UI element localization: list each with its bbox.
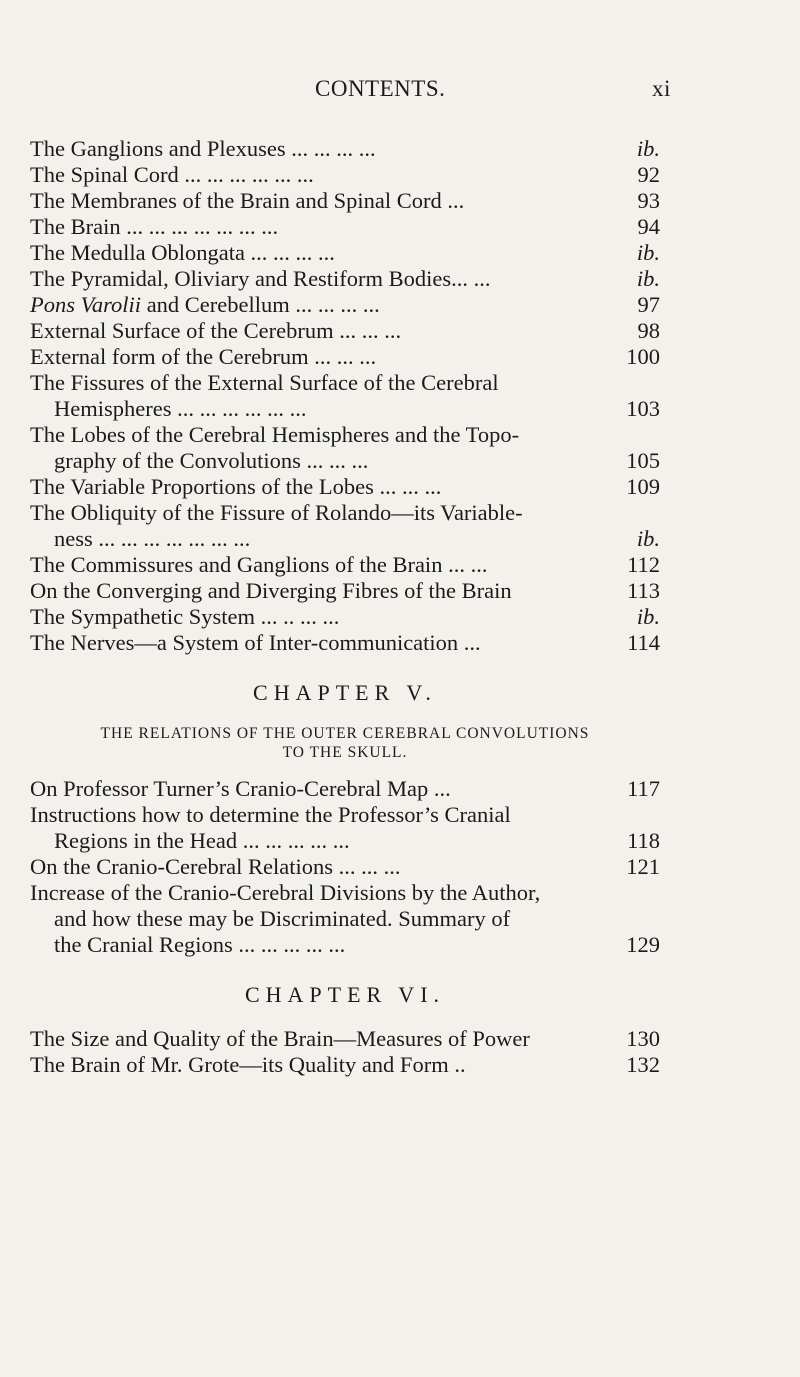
toc-entry-page-number: 117: [627, 776, 660, 801]
toc-entry: [30, 1052, 660, 1078]
toc-entry-line: [30, 344, 660, 370]
toc-entry-line: [30, 1026, 660, 1052]
chapter-5-subtitle-line: TO THE SKULL.: [282, 744, 408, 761]
toc-entry-page-number: ib.: [636, 266, 660, 291]
toc-entry-text: The Variable Proportions of the Lobes ... ... ...: [30, 474, 442, 499]
toc-entry-page-number: ib.: [636, 136, 660, 161]
table-of-contents: [30, 136, 660, 1078]
toc-entry-page-number: 121: [626, 854, 660, 879]
toc-entry-page-number: 132: [626, 1052, 660, 1077]
toc-entry: [30, 578, 660, 604]
toc-entry: [30, 240, 660, 266]
toc-entry-line: [30, 136, 660, 162]
toc-entry-page-number: 112: [627, 552, 660, 577]
chapter-5-heading: CHAPTER V.: [253, 680, 437, 705]
toc-section-chapter-4-continued: [30, 136, 660, 656]
toc-entry-line: [30, 526, 660, 552]
toc-entry-text: On the Converging and Diverging Fibres of the Brain: [30, 578, 512, 603]
toc-entry-page-number: 109: [626, 474, 660, 499]
toc-entry-line: [30, 318, 660, 344]
toc-entry-italic-term: Pons Varolii: [30, 292, 142, 317]
toc-entry-page-number: 98: [637, 318, 660, 343]
toc-entry-page-number: 105: [626, 448, 660, 473]
toc-entry-line: [30, 552, 660, 578]
toc-entry-text: The Brain of Mr. Grote—its Quality and Form ..: [30, 1052, 466, 1077]
toc-entry: [30, 136, 660, 162]
toc-entry: [30, 266, 660, 292]
toc-entry: [30, 880, 660, 958]
toc-entry-line: [30, 448, 660, 474]
toc-entry: [30, 500, 660, 552]
chapter-5-subtitle-line: THE RELATIONS OF THE OUTER CEREBRAL CONVOLUTIONS: [100, 725, 590, 742]
toc-entry-page-number: 94: [637, 214, 660, 239]
toc-entry-line: [30, 292, 660, 318]
chapter-6-heading: CHAPTER VI.: [244, 982, 446, 1007]
toc-entry-page-number: ib.: [636, 240, 660, 265]
toc-entry-line: [30, 214, 660, 240]
toc-entry-line: [30, 828, 660, 854]
toc-entry-text: Hemispheres ... ... ... ... ... ...: [54, 396, 307, 421]
toc-entry-page-number: 93: [637, 188, 660, 213]
toc-entry-line: [30, 776, 660, 802]
toc-entry-text: The Spinal Cord ... ... ... ... ... ...: [30, 162, 314, 187]
toc-entry-text: Instructions how to determine the Professor’s Cranial: [30, 802, 511, 827]
toc-entry-text: The Membranes of the Brain and Spinal Cord ...: [30, 188, 465, 213]
page-number: xi: [652, 76, 671, 101]
toc-entry-text: The Sympathetic System ... .. ... ...: [30, 604, 340, 629]
toc-section-chapter-6: [30, 1026, 660, 1078]
toc-entry-text: Regions in the Head ... ... ... ... ...: [54, 828, 350, 853]
toc-entry-page-number: 118: [627, 828, 660, 853]
toc-entry-line: [30, 906, 660, 932]
toc-entry-page-number: 103: [626, 396, 660, 421]
toc-entry-line: [30, 578, 660, 604]
toc-entry-page-number: 100: [626, 344, 660, 369]
toc-entry-page-number: 129: [626, 932, 660, 957]
toc-entry-text: ness ... ... ... ... ... ... ...: [54, 526, 251, 551]
toc-entry-text-rest: and Cerebellum ... ... ... ...: [141, 292, 380, 317]
toc-entry-line: [30, 474, 660, 500]
toc-entry-page-number: 130: [626, 1026, 660, 1051]
toc-entry-page-number: ib.: [636, 604, 660, 629]
toc-entry-line: [30, 604, 660, 630]
toc-entry: [30, 318, 660, 344]
toc-entry-text: External form of the Cerebrum ... ... ...: [30, 344, 377, 369]
toc-entry-line: [30, 802, 660, 828]
toc-entry: [30, 552, 660, 578]
toc-entry-line: [30, 500, 660, 526]
toc-entry-text: The Size and Quality of the Brain—Measures of Power: [30, 1026, 530, 1051]
toc-entry: [30, 630, 660, 656]
toc-entry: [30, 162, 660, 188]
toc-entry: [30, 214, 660, 240]
toc-entry-page-number: ib.: [636, 526, 660, 551]
toc-entry: [30, 1026, 660, 1052]
toc-entry-line: [30, 630, 660, 656]
toc-entry-line: [30, 854, 660, 880]
toc-entry-text: On Professor Turner’s Cranio-Cerebral Map ...: [30, 776, 451, 801]
toc-entry: [30, 370, 660, 422]
toc-entry: [30, 776, 660, 802]
toc-entry-line: [30, 396, 660, 422]
toc-entry-page-number: 113: [627, 578, 660, 603]
toc-entry-text: The Ganglions and Plexuses ... ... ... ...: [30, 136, 376, 161]
toc-entry-line: [30, 370, 660, 396]
running-head-title: CONTENTS.: [315, 76, 446, 101]
toc-entry: [30, 188, 660, 214]
toc-entry-line: [30, 880, 660, 906]
toc-entry-line: [30, 162, 660, 188]
toc-entry: [30, 474, 660, 500]
toc-entry-text: The Commissures and Ganglions of the Brain ... ...: [30, 552, 488, 577]
toc-entry-line: [30, 422, 660, 448]
toc-entry-page-number: 114: [627, 630, 660, 655]
toc-entry: [30, 344, 660, 370]
toc-entry-text: The Lobes of the Cerebral Hemispheres and the Topo-: [30, 422, 520, 447]
toc-entry: [30, 604, 660, 630]
toc-entry-page-number: 97: [637, 292, 660, 317]
toc-entry-text: The Fissures of the External Surface of the Cerebral: [30, 370, 499, 395]
toc-entry-text: On the Cranio-Cerebral Relations ... ... ...: [30, 854, 401, 879]
toc-entry-text: The Medulla Oblongata ... ... ... ...: [30, 240, 335, 265]
toc-entry-text: The Nerves—a System of Inter-communication ...: [30, 630, 481, 655]
chapter-5-subtitle: [30, 724, 660, 762]
toc-entry-text: The Pyramidal, Oliviary and Restiform Bodies... ...: [30, 266, 491, 291]
toc-entry-text: the Cranial Regions ... ... ... ... ...: [54, 932, 346, 957]
toc-entry-text: Increase of the Cranio-Cerebral Divisions by the Author,: [30, 880, 541, 905]
toc-entry-line: [30, 932, 660, 958]
toc-entry: [30, 854, 660, 880]
toc-entry-line: [30, 240, 660, 266]
toc-entry-text: and how these may be Discriminated. Summary of: [54, 906, 511, 931]
toc-entry-page-number: 92: [637, 162, 660, 187]
toc-entry-text: The Obliquity of the Fissure of Rolando—its Variable-: [30, 500, 523, 525]
toc-entry: [30, 292, 660, 318]
toc-section-chapter-5: [30, 776, 660, 958]
toc-entry: [30, 802, 660, 854]
toc-entry-line: [30, 1052, 660, 1078]
toc-entry-line: [30, 188, 660, 214]
toc-entry-text: graphy of the Convolutions ... ... ...: [54, 448, 369, 473]
toc-entry: [30, 422, 660, 474]
toc-entry-text: The Brain ... ... ... ... ... ... ...: [30, 214, 279, 239]
toc-entry-text: External Surface of the Cerebrum ... ... ...: [30, 318, 402, 343]
toc-entry-text: [30, 292, 380, 318]
toc-entry-line: [30, 266, 660, 292]
